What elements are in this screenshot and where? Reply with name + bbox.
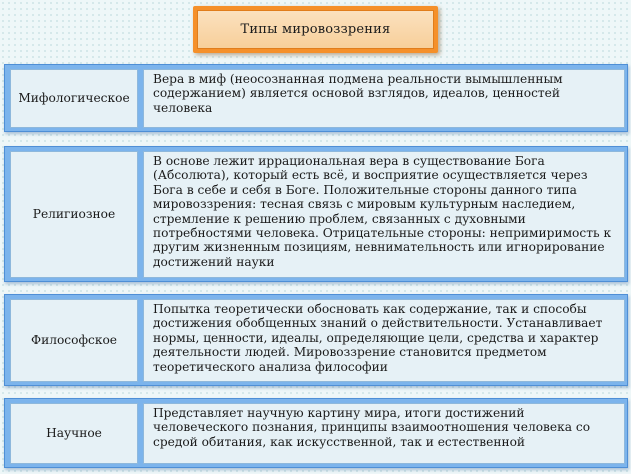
- worldview-label: Мифологическое: [10, 69, 138, 128]
- worldview-description: Вера в миф (неосознанная подмена реальности вымышленным содержанием) является основой взглядов, идеалов, ценностей человека: [143, 69, 625, 128]
- title-box: [193, 6, 438, 53]
- worldview-row-mythological: [4, 64, 628, 132]
- diagram-title: Типы мировоззрения: [197, 10, 434, 49]
- worldview-description: Попытка теоретически обосновать как содержание, так и способы достижения обобщенных знаний о действительности. Устанавливает нормы, ценности, идеалы, определяющие цели, средства и характер деятельности людей. Мировоззрение становится предметом теоретического анализа философии: [143, 299, 625, 382]
- worldview-description: Представляет научную картину мира, итоги достижений человеческого познания, принципы взаимоотношения человека со средой обитания, как искусственной, так и естественной: [143, 403, 625, 464]
- worldview-description: В основе лежит иррациональная вера в существование Бога (Абсолюта), который есть всё, и восприятие осуществляется через Бога в себе и себя в Боге. Положительные стороны данного типа мировоззрения: тесная связь с мировым культурным наследием, стремление к решению проблем, связанных с духовными потребностями человека. Отрицательные стороны: непримиримость к другим жизненным позициям, невнимательность или игнорирование достижений науки: [143, 151, 625, 278]
- worldview-row-religious: [4, 146, 628, 282]
- worldview-row-scientific: [4, 398, 628, 468]
- worldview-label: Религиозное: [10, 151, 138, 278]
- worldview-label: Философское: [10, 299, 138, 382]
- worldview-label: Научное: [10, 403, 138, 464]
- worldview-row-philosophical: [4, 294, 628, 386]
